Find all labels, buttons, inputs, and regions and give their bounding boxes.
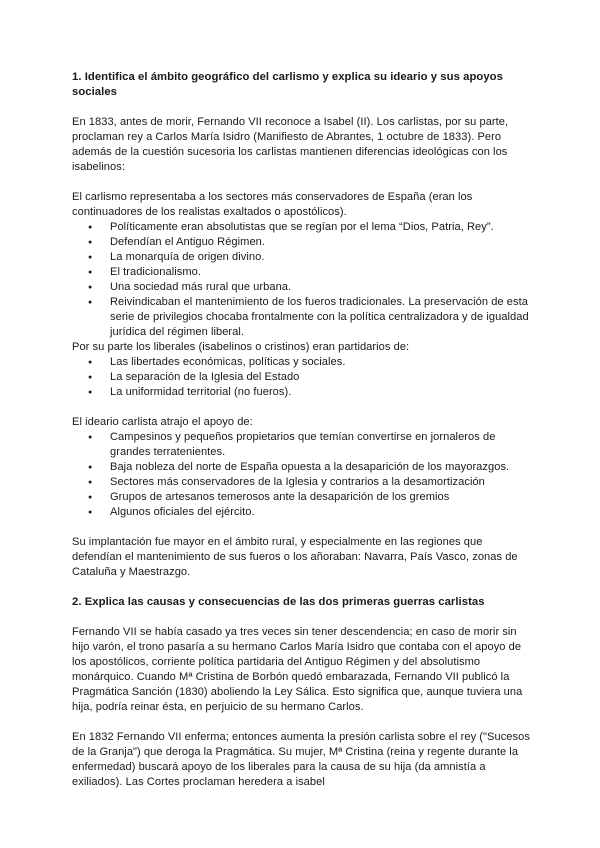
liberales-list [72, 355, 532, 400]
list-item: ● Las libertades económicas, políticas y sociales. [72, 355, 532, 370]
list-item: ● Defendían el Antiguo Régimen. [72, 235, 532, 250]
section1-paragraph: El carlismo representaba a los sectores más conservadores de España (eran los continuadores de los realistas exaltados o apostólicos). [72, 191, 473, 218]
list-item: ● La uniformidad territorial (no fueros). [72, 385, 532, 400]
list-item: ● Baja nobleza del norte de España opuesta a la desaparición de los mayorazgos. [72, 460, 532, 475]
list-item: ● La separación de la Iglesia del Estado [72, 370, 532, 385]
section1-paragraph: Por su parte los liberales (isabelinos o cristinos) eran partidarios de: [72, 341, 410, 353]
list-item: ● Grupos de artesanos temerosos ante la desaparición de los gremios [72, 490, 532, 505]
section1-heading: 1. Identifica el ámbito geográfico del carlismo y explica su ideario y sus apoyos sociales [72, 71, 503, 98]
list-item: ● Sectores más conservadores de la Iglesia y contrarios a la desamortización [72, 475, 532, 490]
section2-heading: 2. Explica las causas y consecuencias de las dos primeras guerras carlistas [72, 596, 485, 608]
section1-paragraph: Su implantación fue mayor en el ámbito rural, y especialmente en las regiones que defendían el mantenimiento de sus fueros o los añoraban: Navarra, País Vasco, zonas de Cataluña y Maestrazgo. [72, 536, 518, 578]
list-item: ● El tradicionalismo. [72, 265, 532, 280]
section2-paragraph: En 1832 Fernando VII enferma; entonces aumenta la presión carlista sobre el rey ("Sucesos de la Granja") que deroga la Pragmática. Su mujer, Mª Cristina (reina y regente durante la enfermedad) buscará apoyo de los liberales para la causa de su hija (da amnistía a exiliados). Las Cortes proclaman heredera a isabel [72, 731, 530, 788]
carlismo-list [72, 220, 532, 340]
list-item: ● La monarquía de origen divino. [72, 250, 532, 265]
apoyos-list [72, 430, 532, 520]
section1-paragraph: El ideario carlista atrajo el apoyo de: [72, 416, 253, 428]
list-item: ● Una sociedad más rural que urbana. [72, 280, 532, 295]
list-item: ● Campesinos y pequeños propietarios que temían convertirse en jornaleros de grandes terratenientes. [72, 430, 532, 460]
list-item: ● Políticamente eran absolutistas que se regían por el lema “Dios, Patria, Rey”. [72, 220, 532, 235]
document-page [72, 70, 532, 790]
list-item: ● Reivindicaban el mantenimiento de los fueros tradicionales. La preservación de esta serie de privilegios chocaba frontalmente con la política centralizadora y de igualdad jurídica del régimen liberal. [72, 295, 532, 340]
section2-paragraph: Fernando VII se había casado ya tres veces sin tener descendencia; en caso de morir sin hijo varón, el trono pasaría a su hermano Carlos María Isidro que contaba con el apoyo de los apostólicos, corriente política partidaria del Antiguo Régimen y del absolutismo monárquico. Cuando Mª Cristina de Borbón quedó embarazada, Fernando VII publicó la Pragmática Sanción (1830) aboliendo la Ley Sálica. Esto significa que, aunque tuviera una hija, podría reinar ésta, en perjuicio de su hermano Carlos. [72, 626, 523, 713]
list-item: ● Algunos oficiales del ejército. [72, 505, 532, 520]
section1-paragraph: En 1833, antes de morir, Fernando VII reconoce a Isabel (II). Los carlistas, por su parte, proclaman rey a Carlos María Isidro (Manifiesto de Abrantes, 1 octubre de 1833). Pero además de la cuestión sucesoria los carlistas mantienen diferencias ideológicas con los isabelinos: [72, 116, 509, 173]
